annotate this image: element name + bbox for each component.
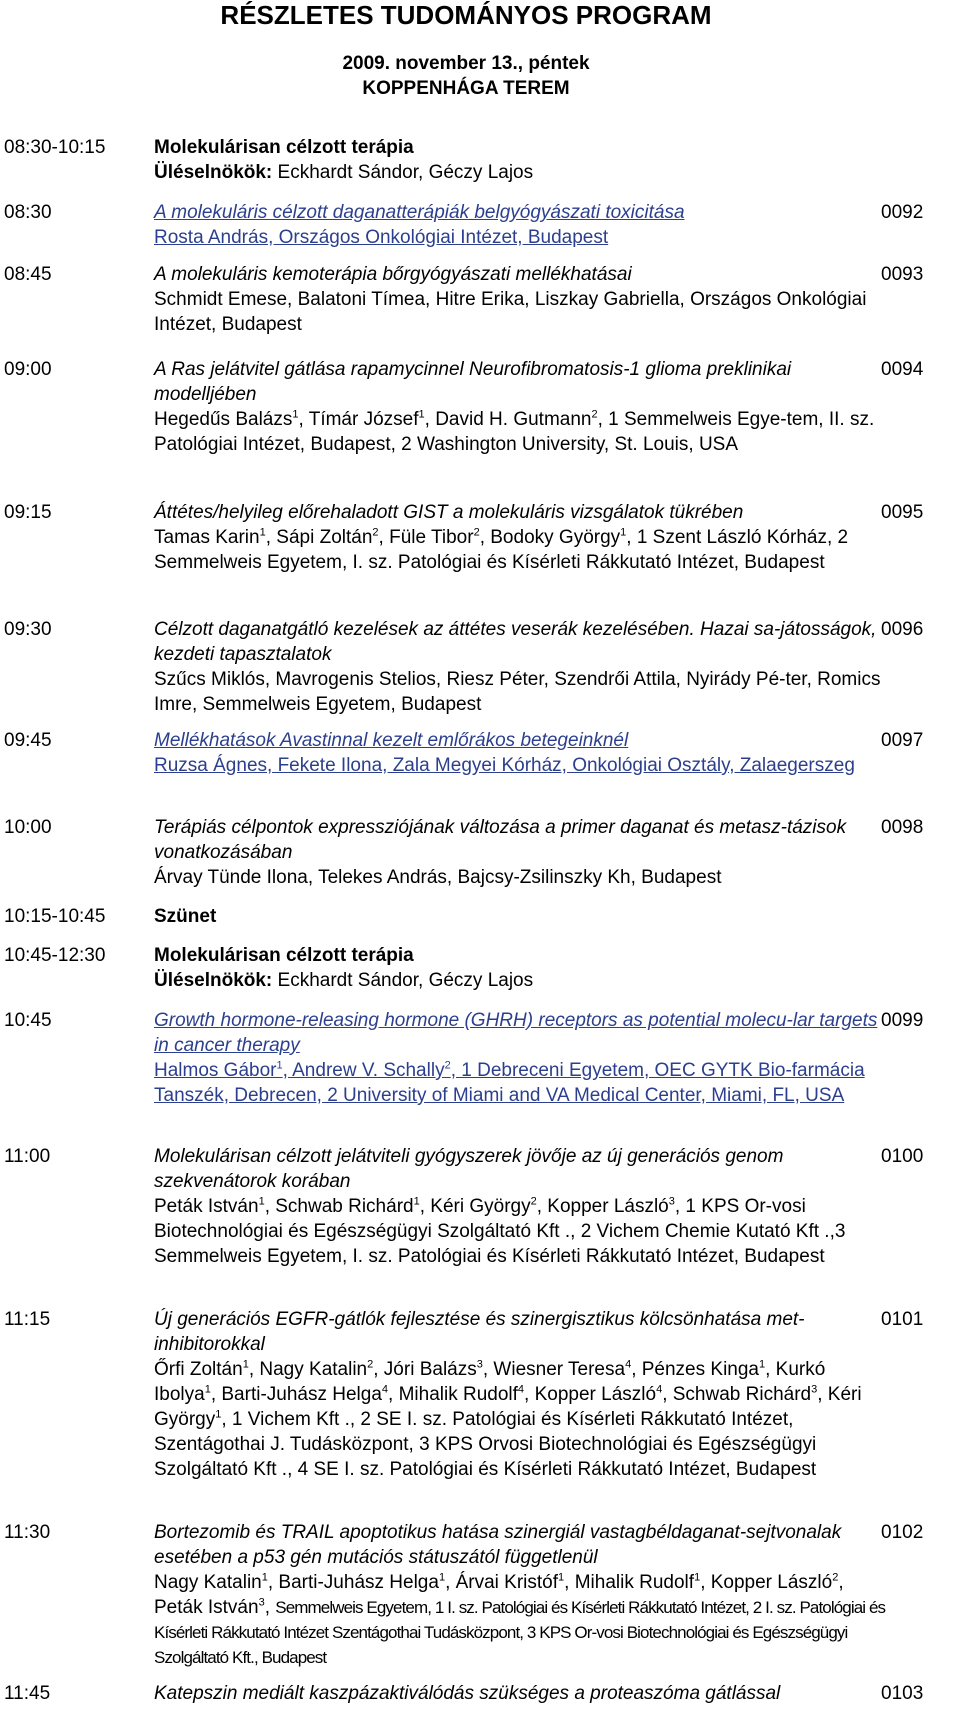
item-authors: Halmos Gábor$^1$, Andrew V. Schally$^2$, 1 Debreceni Egyetem, OEC GYTK Bio-farmácia Tanszék, Debrecen, 2 University of Miami and VA Medical Center, Miami, FL, USA [154,1059,865,1106]
break-label: Szünet [154,906,217,927]
abstract-code: 0100 [881,1146,924,1167]
page-title: RÉSZLETES TUDOMÁNYOS PROGRAM [220,0,712,30]
abstract-code: 0097 [881,730,924,751]
item-title: Mellékhatások Avastinnal kezelt emlőrákos betegeinknél [154,730,629,751]
item-link[interactable] [154,200,889,250]
item-title: Terápiás célpontok expressziójának változása a primer daganat és metasz-tázisok vonatkozásában [154,817,847,863]
abstract-code: 0093 [881,264,924,285]
item-time: 09:00 [4,359,52,380]
item-time: 08:30 [4,202,52,223]
item-title: Molekulárisan célzott jelátviteli gyógyszerek jövője az új generációs genom szekvenátorok korában [154,1146,784,1192]
date-heading: 2009. november 13., péntek [342,53,590,74]
item-time: 11:30 [4,1522,51,1543]
abstract-code: 0094 [881,359,924,380]
item-title: A Ras jelátvitel gátlása rapamycinnel Neurofibromatosis-1 glioma preklinikai modelljében [154,359,792,405]
item-time: 09:15 [4,502,52,523]
item-time: 11:15 [4,1309,51,1330]
item-link[interactable] [154,1008,889,1108]
item-title: Katepszin mediált kaszpázaktiválódás szükséges a proteaszóma gátlással [154,1683,781,1704]
item-title: Growth hormone-releasing hormone (GHRH) receptors as potential molecu-lar targets in cancer therapy [154,1010,878,1056]
abstract-code: 0096 [881,619,924,640]
item-authors: Nagy Katalin$^1$, Barti-Juhász Helga$^1$, Árvai Kristóf$^1$, Mihalik Rudolf$^1$, Kopper László$^2$, Peták István$^3$, Semmelweis Egyetem, 1 I. sz. Patológiai és Kísérleti Rákkutató Intézet, 2 I. sz. Patológiai és Kísérleti Rákkutató Intézet Szentágothai Tudásközpont, 3 KPS Or-vosi Biotechnológiai és Egészségügyi Szolgáltató Kft., Budapest [154,1571,886,1667]
item-authors: Hegedűs Balázs$^1$, Tímár József$^1$, David H. Gutmann$^2$, 1 Semmelweis Egye-tem, II. sz. Patológiai Intézet, Budapest, 2 Washington University, St. Louis, USA [154,408,875,455]
item-authors: Szűcs Miklós, Mavrogenis Stelios, Riesz Péter, Szendrői Attila, Nyirády Pé-ter, Romics Imre, Semmelweis Egyetem, Budapest [154,669,881,715]
item-time: 11:00 [4,1146,51,1167]
item-authors: Árvay Tünde Ilona, Telekes András, Bajcsy-Zsilinszky Kh, Budapest [154,867,722,888]
item-time: 09:30 [4,619,52,640]
room-heading: KOPPENHÁGA TEREM [362,78,570,99]
item-authors: Rosta András, Országos Onkológiai Intézet, Budapest [154,227,609,248]
abstract-code: 0103 [881,1683,924,1704]
item-title: Bortezomib és TRAIL apoptotikus hatása szinergiál vastagbéldaganat-sejtvonalak esetében a p53 gén mutációs státuszától függetlenül [154,1522,842,1568]
session-time: 08:30-10:15 [4,137,106,158]
item-authors: Tamas Karin$^1$, Sápi Zoltán$^2$, Füle Tibor$^2$, Bodoky György$^1$, 1 Szent László Kórház, 2 Semmelweis Egyetem, I. sz. Patológiai és Kísérleti Rákkutató Intézet, Budapest [154,526,849,573]
item-title: A molekuláris kemoterápia bőrgyógyászati mellékhatásai [154,264,632,285]
item-time: 11:45 [4,1683,51,1704]
session-chairs: Üléselnökök: Eckhardt Sándor, Géczy Lajos [154,970,534,991]
item-time: 10:00 [4,817,52,838]
item-authors: Ruzsa Ágnes, Fekete Ilona, Zala Megyei Kórház, Onkológiai Osztály, Zalaegerszeg [154,755,855,776]
item-time: 10:45 [4,1010,52,1031]
item-title: Célzott daganatgátló kezelések az áttétes veserák kezelésében. Hazai sa-játosságok, kezdeti tapasztalatok [154,619,877,665]
break-time: 10:15-10:45 [4,906,106,927]
item-time: 08:45 [4,264,52,285]
item-authors: Schmidt Emese, Balatoni Tímea, Hitre Erika, Liszkay Gabriella, Országos Onkológiai Intézet, Budapest [154,289,867,335]
abstract-code: 0092 [881,202,924,223]
item-authors: Őrfi Zoltán$^1$, Nagy Katalin$^2$, Jóri Balázs$^3$, Wiesner Teresa$^4$, Pénzes Kinga$^1$, Kurkó Ibolya$^1$, Barti-Juhász Helga$^4$, Mihalik Rudolf$^4$, Kopper László$^4$, Schwab Richárd$^3$, Kéri György$^1$, 1 Vichem Kft ., 2 SE I. sz. Patológiai és Kísérleti Rákkutató Intézet, Szentágothai J. Tudásközpont, 3 KPS Orvosi Biotechnológiai és Egészségügyi Szolgáltató Kft ., 4 SE I. sz. Patológiai és Kísérleti Rákkutató Intézet, Budapest [154,1358,862,1480]
abstract-code: 0102 [881,1522,924,1543]
item-title: Új generációs EGFR-gátlók fejlesztése és szinergisztikus kölcsönhatása met-inhibitorokkal [154,1309,805,1355]
item-time: 09:45 [4,730,52,751]
item-title: Áttétes/helyileg előrehaladott GIST a molekuláris vizsgálatok tükrében [154,502,744,523]
session-title: Molekulárisan célzott terápia [154,945,414,966]
abstract-code: 0101 [881,1309,924,1330]
item-authors: Peták István$^1$, Schwab Richárd$^1$, Kéri György$^2$, Kopper László$^3$, 1 KPS Or-vosi Biotechnológiai és Egészségügyi Szolgáltató Kft ., 2 Vichem Chemie Kutató Kft .,3 Semmelweis Egyetem, I. sz. Patológiai és Kísérleti Rákkutató Intézet, Budapest [154,1195,846,1267]
session-time: 10:45-12:30 [4,945,106,966]
abstract-code: 0098 [881,817,924,838]
session-title: Molekulárisan célzott terápia [154,137,414,158]
session-chairs: Üléselnökök: Eckhardt Sándor, Géczy Lajos [154,162,534,183]
item-link[interactable] [154,728,889,778]
abstract-code: 0095 [881,502,924,523]
item-title: A molekuláris célzott daganatterápiák belgyógyászati toxicitása [154,202,685,223]
abstract-code: 0099 [881,1010,924,1031]
